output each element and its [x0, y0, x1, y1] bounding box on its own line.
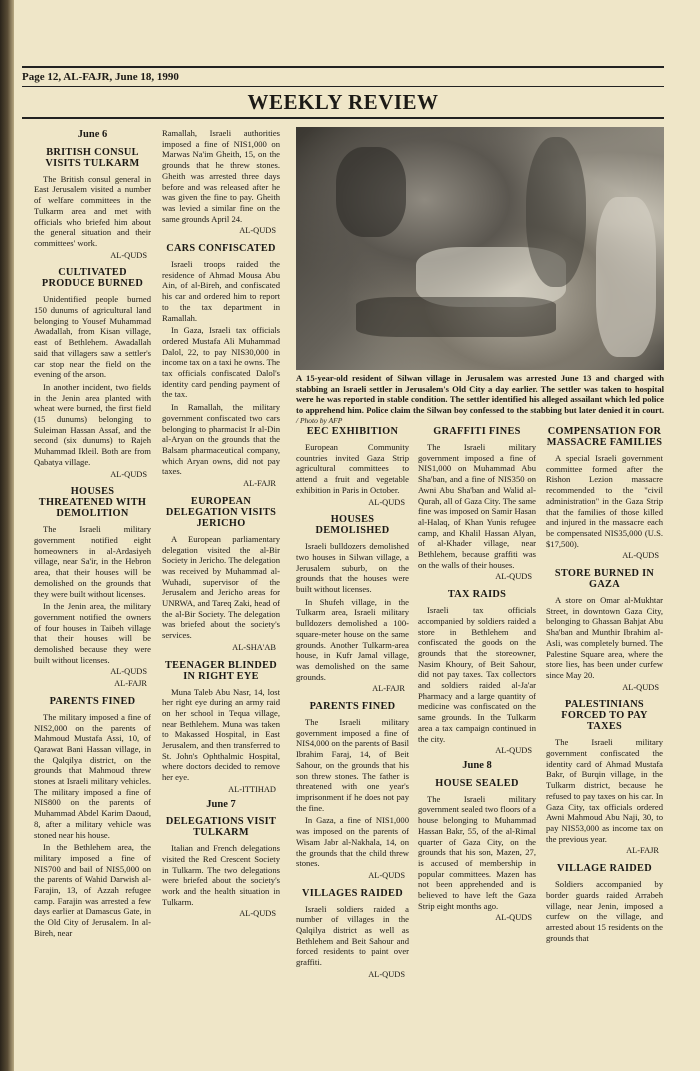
article-headline: PARENTS FINED: [309, 701, 396, 713]
article-paragraph: In another incident, two fields in the Jenin area planted with wheat were burned, the first field (15 dunums) belonging to Suleiman Hassan Assaf, and the second (six dunums) to Rajeh Muhammad Ikleil. Both are from Qabatya village.: [34, 381, 151, 467]
column-2: [162, 128, 280, 924]
article-headline: EUROPEAN DELEGATION VISITS JERICHO: [165, 495, 277, 529]
article-headline: COMPENSATION FOR MASSACRE FAMILIES: [546, 426, 663, 448]
article-paragraph: Muna Taleb Abu Nasr, 14, lost her right eye during an army raid on her school in Tequa village, near Bethlehem. Muna was taken to Makassed Hospital, in East Jerusalem, and then transferred to St. John's Ophthalmic Hospital, where doctors decided to remove her eye.: [162, 686, 280, 783]
article-headline: TAX RAIDS: [447, 589, 507, 601]
article-paragraph: Israeli troops raided the residence of Ahmad Mousa Abu Ain, of al-Bireh, and confiscated his car and ordered him to report to the tax department in Ramallah.: [162, 259, 280, 323]
source-credit: AL-ITTIHAD: [228, 784, 276, 794]
article-headline: STORE BURNED IN GAZA: [554, 568, 655, 591]
article-headline: HOUSE SEALED: [435, 777, 519, 789]
column-1: [34, 128, 151, 941]
photo-caption: A 15-year-old resident of Silwan village in Jerusalem was arrested June 13 and charged with stabbing an Israeli settler in Jerusalem's Old City a day earlier. The settler was taken to hospital were he was reported in stable condition. The settler identified his alleged assailant which led police to apprehend him. Police claim the Silwan boy confessed to the stabbing but later denied it in court. / Photo by AFP: [296, 373, 664, 426]
top-rule: [22, 66, 664, 68]
source-credit: AL-QUDS: [622, 682, 659, 692]
news-photo: [296, 127, 664, 370]
column-5: [546, 424, 663, 945]
article-paragraph: The Israeli military government notified eight homeowners in al-Ardasiyeh village, near Sa'ir, in the Hebron area, that their houses will be demolished on the grounds that they were built without licenses.: [34, 524, 151, 599]
source-credit: AL-QUDS: [368, 870, 405, 880]
article-headline: DELEGATIONS VISIT TULKARM: [165, 816, 277, 839]
article-paragraph: The Israeli military government imposed a fine of NIS4,000 on the parents of Basil Ibrahim Faraj, 14, of Beit Sahour, on the grounds that his son threw stones. The father is threatened with one year's imprisonment if he does not pay the fine.: [296, 717, 409, 813]
article-paragraph: In Shufeh village, in the Tulkarm area, Israeli military bulldozers demolished a 100-square-meter house on the same grounds. Another Tulkarm-area house, in Kufr Jamal village, was demolished on the same grounds.: [296, 596, 409, 682]
article-headline: VILLAGE RAIDED: [557, 863, 652, 875]
article-paragraph: Israeli tax officials accompanied by soldiers raided a store in Bethlehem and confiscated the goods on the grounds that the storeowner, Nasim Khoury, of Beit Sahour, did not pay taxes. Tax collectors and soldiers raided al-Ja'ar Pharmacy and a large quantity of medicine was confiscated on the same grounds. In the Tulkarm area a tax campaign continued in the city.: [418, 605, 536, 744]
photo-credit: Photo by AFP: [299, 416, 343, 426]
date-heading: June 7: [206, 798, 236, 810]
article-headline: PARENTS FINED: [49, 695, 136, 707]
article-paragraph: Italian and French delegations visited the Red Crescent Society in Tulkarm. The two delegations were briefed about the society's work and the health situation in Tulkarm.: [162, 843, 280, 907]
article-headline: EEC EXHIBITION: [306, 426, 399, 437]
date-heading: June 8: [462, 759, 492, 771]
article-paragraph: A European parliamentary delegation visited the al-Bir Society in Jericho. The delegation was received by Muhammad al-Wuhadi, supervisor of the Jerusalem and Jericho areas for UNRWA, and Tareq Zaki, head of the al-Bir Society. The delegation was briefed about the society's services.: [162, 533, 280, 641]
date-heading: June 6: [77, 129, 108, 140]
article-headline: HOUSES THREATENED WITH DEMOLITION: [38, 486, 147, 520]
source-credit: AL-FAJR: [243, 479, 276, 489]
source-credit: AL-FAJR: [372, 684, 405, 694]
source-credit: AL-FAJR: [114, 679, 147, 689]
source-credit: AL-FAJR: [626, 846, 659, 856]
article-paragraph: The military imposed a fine of NIS2,000 on the parents of Mahmoud Mustafa Assi, 10, of Qarawat Bani Hassan village, in the Qalqilya district, on the grounds that Mahmoud threw stones at Israeli military vehicles. The military imposed a fine of NIS800 on the parents of Muhammad Abdel Karim Daoud, 8, after a military vehicle was stoned near his house.: [34, 711, 151, 840]
article-paragraph: The Israeli military government confiscated the identity card of Ahmad Mustafa Bakr, of Burqin village, in the Tulkarm district, because he refused to pay taxes on his car. In Gaza City, tax officials ordered Awni Mahmoud Abu Naji, 30, to pay NIS53,000 as income tax on the previous year.: [546, 737, 663, 844]
source-credit: AL-QUDS: [495, 746, 532, 756]
article-paragraph: In the Bethlehem area, the military imposed a fine of NIS700 and bail of NIS5,000 on the parents of Wahid Darwish al-Farajin, 13, of Azzah refugee camp. Farajin was arrested a few days earlier at Damascus Gate, in the Old City of Jerusalem. In al-Bireh, near: [34, 842, 151, 938]
article-paragraph: The Israeli military government imposed a fine of NIS1,000 on Muhammad Abu Sha'ban, and a fine of NIS350 on Awni Abu Sha'ban and Walid al-Qurah, all of Gaza City. The same fine was imposed on Samir Hasan al-Halaq, of Khan Yunis refugee camp, and Khalil Hassan Alyan, of al-Khader village, near Bethlehem, because graffiti was on the walls of their houses.: [418, 442, 536, 570]
column-3: [296, 424, 409, 985]
source-credit: AL-QUDS: [239, 909, 276, 919]
article-paragraph: Soldiers accompanied by border guards raided Arrabeh village, near Jenin, imposed a curfew on the village, and arrested about 15 residents on the grounds that: [546, 879, 663, 943]
header-rule: [22, 86, 664, 87]
article-paragraph: A store on Omar al-Mukhtar Street, in downtown Gaza City, belonging to Ghassan Bahjat Abu Sha'ban and Munthir Ibrahim al-Asli, was completely burned. The Palestine Square area, where the store lies, has been under curfew since May 20.: [546, 595, 663, 680]
source-credit: AL-QUDS: [110, 667, 147, 677]
article-paragraph: The Israeli military government sealed two floors of a house belonging to Muhammad Hassan Bakr, 55, of the al-Rimal quarter of Gaza City, on the grounds that his son, Mazen, 27, is accused of membership in popular committees. Mazen has not been apprehended and is believed to have left the Gaza Strip eight months ago.: [418, 793, 536, 911]
source-credit: AL-QUDS: [110, 250, 147, 260]
source-credit: AL-QUDS: [495, 913, 532, 923]
article-paragraph: Unidentified people burned 150 dunums of agricultural land belonging to Yousef Muhammad Awadallah, from Kisan village, east of Bethlehem. Awadallah said that villagers saw a settler's car stop near the field on the evening of the arson.: [34, 294, 151, 380]
article-paragraph: A special Israeli government committee formed after the Rishon Lezion massacre recommended to the "civil administration" in the Gaza Strip that the families of those killed and injured in the massacre each be compensated NIS35,000 (U.S. $17,500).: [546, 453, 663, 549]
article-paragraph: In the Jenin area, the military government notified the owners of four houses in Taibeh village that their houses will be demolished because they were built without licenses.: [34, 601, 151, 665]
article-headline: VILLAGES RAIDED: [302, 887, 403, 899]
article-paragraph: Ramallah, Israeli authorities imposed a fine of NIS1,000 on Marwas Na'im Gheith, 15, on the grounds that he threw stones. Gheith was arrested three days before and was released after he was given the fine to pay. Gheith was levied a similar fine on the same grounds April 24.: [162, 128, 280, 224]
article-headline: HOUSES DEMOLISHED: [315, 514, 390, 537]
article-headline: BRITISH CONSUL VISITS TULKARM: [45, 146, 140, 169]
article-headline: PALESTINIANS FORCED TO PAY TAXES: [561, 699, 648, 733]
article-headline: CULTIVATED PRODUCE BURNED: [41, 267, 144, 290]
article-headline: TEENAGER BLINDED IN RIGHT EYE: [164, 659, 278, 682]
source-credit: AL-QUDS: [239, 226, 276, 236]
article-paragraph: Israeli soldiers raided a number of villages in the Qalqilya district as well as Bethlehem and Beit Sahour and forced residents to paint over graffiti.: [296, 903, 409, 968]
source-credit: AL-QUDS: [495, 572, 532, 582]
caption-text: A 15-year-old resident of Silwan village in Jerusalem was arrested June 13 and charged with stabbing an Israeli settler in Jerusalem's Old City a day earlier. The settler was taken to hospital were he was reported in stable condition. The settler identified his alleged assailant which led police to apprehend him. Police claim the Silwan boy confessed to the stabbing but later denied it in court.: [296, 373, 664, 415]
article-paragraph: In Ramallah, the military government confiscated two cars belonging to pharmacist Ir al-Din al-Aryan on the grounds that the Balsam pharmaceutical company, which Aryan owns, did not pay taxes.: [162, 402, 280, 477]
source-credit: AL-QUDS: [622, 551, 659, 561]
article-headline: CARS CONFISCATED: [166, 243, 276, 255]
page-header: Page 12, AL-FAJR, June 18, 1990: [22, 71, 179, 83]
source-credit: AL-QUDS: [368, 969, 405, 979]
article-paragraph: In Gaza, a fine of NIS1,000 was imposed on the parents of Wisam Jabr al-Nakhala, 14, on the grounds that the child threw stones.: [296, 815, 409, 869]
source-credit: AL-SHA'AB: [232, 642, 276, 652]
article-headline: GRAFFITI FINES: [433, 426, 521, 437]
binding-spine: [0, 0, 14, 1071]
source-credit: AL-QUDS: [110, 469, 147, 479]
article-paragraph: Israeli bulldozers demolished two houses in Silwan village, a Jerusalem suburb, on the grounds that the houses were built without licenses.: [296, 541, 409, 595]
article-paragraph: In Gaza, Israeli tax officials ordered Mustafa Ali Muhammad Dalol, 22, to pay NIS30,000 in income tax on a taxi he owns. The tax officials confiscated Dalol's identity card pending payment of the tax.: [162, 325, 280, 400]
article-paragraph: The British consul general in East Jerusalem visited a number of welfare committees in the Tulkarm area and met with officials who briefed him about the general situation and their committees' work.: [34, 173, 151, 248]
article-paragraph: European Community countries invited Gaza Strip agricultural committees to attend a fruit and vegetable exhibition in Paris in October.: [296, 442, 409, 495]
page-title: WEEKLY REVIEW: [247, 90, 439, 114]
source-credit: AL-QUDS: [368, 497, 405, 507]
column-4: [418, 424, 536, 928]
title-rule: [22, 117, 664, 119]
